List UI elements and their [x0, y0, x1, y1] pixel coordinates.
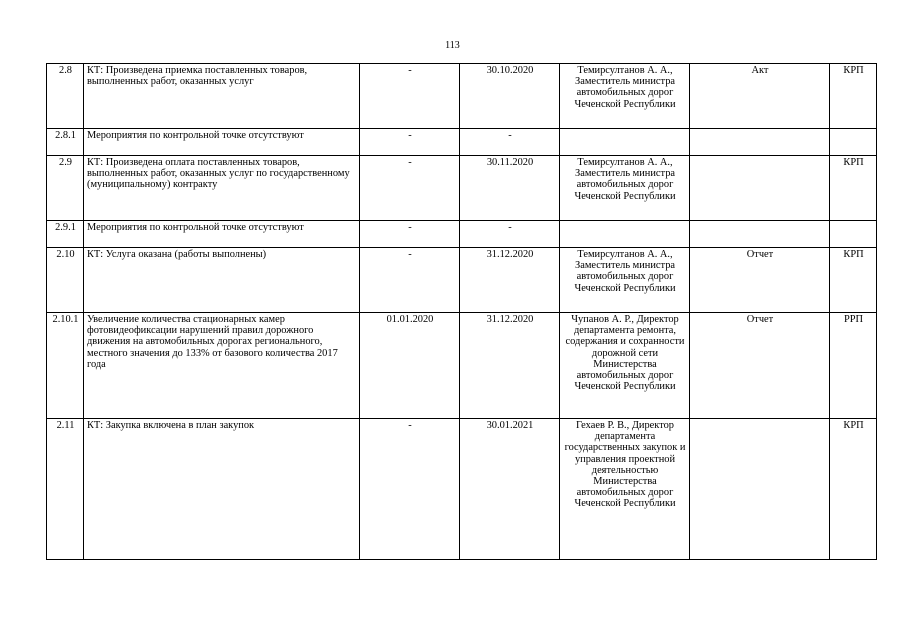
table-row [47, 156, 877, 221]
table-row [47, 419, 877, 560]
row-document-cell [690, 419, 830, 560]
row-end-date-cell: 31.12.2020 [460, 313, 560, 419]
row-end-date-cell: 30.01.2021 [460, 419, 560, 560]
row-number-cell: 2.9.1 [47, 221, 84, 248]
row-start-date-cell: - [360, 129, 460, 156]
row-start-date-cell: - [360, 419, 460, 560]
row-responsible-cell: Темирсултанов А. А., Заместитель министра автомобильных дорог Чеченской Республики [560, 64, 690, 129]
table-row [47, 64, 877, 129]
row-name-cell: КТ: Произведена оплата поставленных товаров, выполненных работ, оказанных услуг по государственному (муниципальному) контракту [84, 156, 360, 221]
row-end-date-cell: - [460, 221, 560, 248]
row-number-cell: 2.11 [47, 419, 84, 560]
row-document-cell [690, 221, 830, 248]
row-number-cell: 2.8 [47, 64, 84, 129]
row-level-cell [830, 221, 877, 248]
row-document-cell: Отчет [690, 313, 830, 419]
row-name-cell: КТ: Произведена приемка поставленных товаров, выполненных работ, оказанных услуг [84, 64, 360, 129]
row-responsible-cell [560, 221, 690, 248]
row-responsible-cell: Темирсултанов А. А., Заместитель министра автомобильных дорог Чеченской Республики [560, 156, 690, 221]
row-number-cell: 2.10 [47, 248, 84, 313]
row-name-cell: КТ: Услуга оказана (работы выполнены) [84, 248, 360, 313]
row-end-date-cell: - [460, 129, 560, 156]
row-responsible-cell: Чупанов А. Р., Директор департамента ремонта, содержания и сохранности дорожной сети Министерства автомобильных дорог Чеченской Республики [560, 313, 690, 419]
row-start-date-cell: - [360, 64, 460, 129]
row-responsible-cell: Темирсултанов А. А., Заместитель министра автомобильных дорог Чеченской Республики [560, 248, 690, 313]
row-level-cell: КРП [830, 156, 877, 221]
row-start-date-cell: - [360, 221, 460, 248]
row-responsible-cell [560, 129, 690, 156]
row-name-cell: Увеличение количества стационарных камер фотовидеофиксации нарушений правил дорожного движения на автомобильных дорогах регионального, местного значения до 133% от базового количества 2017 года [84, 313, 360, 419]
row-level-cell: КРП [830, 419, 877, 560]
row-number-cell: 2.10.1 [47, 313, 84, 419]
table-row [47, 221, 877, 248]
row-end-date-cell: 31.12.2020 [460, 248, 560, 313]
row-start-date-cell: - [360, 156, 460, 221]
row-document-cell: Акт [690, 64, 830, 129]
row-number-cell: 2.9 [47, 156, 84, 221]
page-number: 113 [445, 40, 460, 51]
row-name-cell: Мероприятия по контрольной точке отсутствуют [84, 221, 360, 248]
row-level-cell: КРП [830, 248, 877, 313]
plan-table [46, 63, 877, 560]
row-name-cell: Мероприятия по контрольной точке отсутствуют [84, 129, 360, 156]
row-document-cell [690, 156, 830, 221]
row-responsible-cell: Гехаев Р. В., Директор департамента государственных закупок и управления проектной деятельностью Министерства автомобильных дорог Чеченской Республики [560, 419, 690, 560]
row-document-cell: Отчет [690, 248, 830, 313]
row-end-date-cell: 30.11.2020 [460, 156, 560, 221]
row-level-cell: РРП [830, 313, 877, 419]
table-row [47, 129, 877, 156]
row-start-date-cell: 01.01.2020 [360, 313, 460, 419]
row-level-cell: КРП [830, 64, 877, 129]
row-start-date-cell: - [360, 248, 460, 313]
table-row [47, 313, 877, 419]
row-number-cell: 2.8.1 [47, 129, 84, 156]
row-end-date-cell: 30.10.2020 [460, 64, 560, 129]
row-document-cell [690, 129, 830, 156]
row-name-cell: КТ: Закупка включена в план закупок [84, 419, 360, 560]
row-level-cell [830, 129, 877, 156]
table-row [47, 248, 877, 313]
